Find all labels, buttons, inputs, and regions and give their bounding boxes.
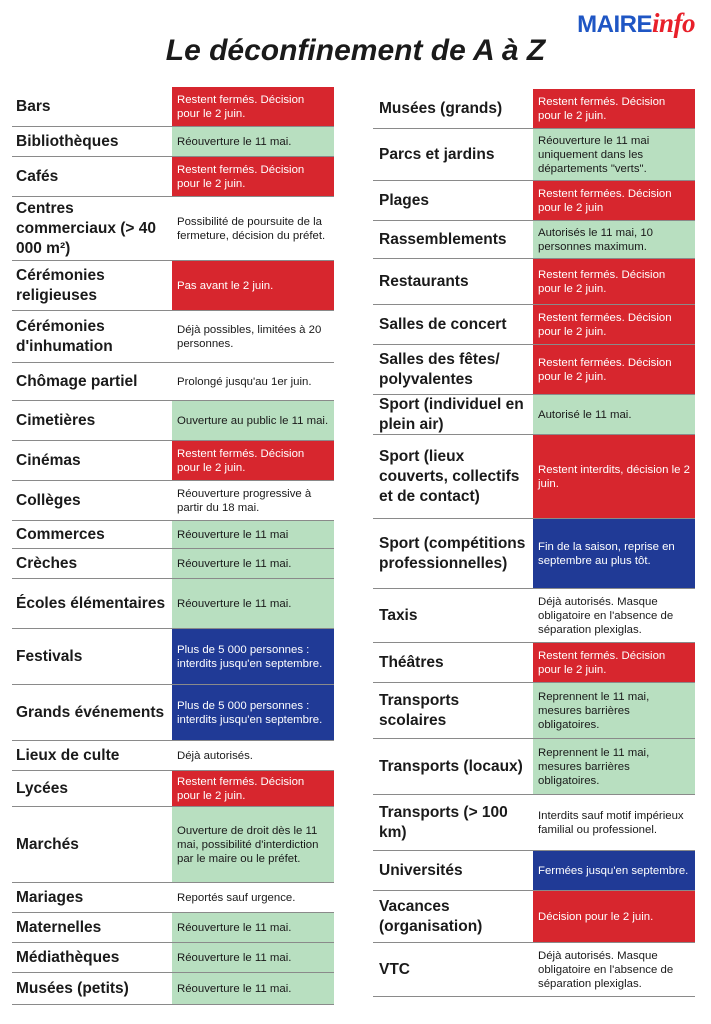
category-label: Collèges (16, 491, 81, 509)
status-cell (172, 883, 334, 912)
status-text: Réouverture le 11 mai. (177, 135, 292, 148)
status-cell (533, 129, 695, 180)
category-label: Centres commerciaux (> 40 000 m²) (16, 199, 157, 257)
status-cell (533, 891, 695, 942)
status-text: Reprennent le 11 mai, mesures barrières obligatoires. (538, 690, 650, 731)
table-row (12, 87, 334, 127)
status-cell (533, 589, 695, 642)
table-row (12, 197, 334, 261)
table-row (373, 345, 695, 395)
category-label: Rassemblements (379, 230, 507, 248)
status-text: Déjà possibles, limitées à 20 personnes. (177, 323, 322, 350)
status-text: Fin de la saison, reprise en septembre au plus tôt. (538, 540, 675, 567)
status-text: Réouverture progressive à partir du 18 mai. (177, 487, 312, 514)
table-row (373, 795, 695, 851)
status-text: Prolongé jusqu'au 1er juin. (177, 375, 312, 388)
status-text: Interdits sauf motif impérieux familial ou professionel. (538, 809, 684, 836)
status-text: Plus de 5 000 personnes : interdits jusqu'en septembre. (177, 699, 323, 726)
category-label: Vacances (organisation) (379, 897, 483, 935)
table-row (12, 363, 334, 401)
table-row (373, 683, 695, 739)
status-cell (172, 441, 334, 480)
status-text: Réouverture le 11 mai uniquement dans les départements "verts". (538, 134, 650, 175)
status-cell (533, 181, 695, 220)
status-cell (533, 739, 695, 794)
category-label: Transports (locaux) (379, 757, 523, 775)
status-cell (172, 363, 334, 400)
table-row (12, 685, 334, 741)
table-row (373, 395, 695, 435)
status-text: Ouverture de droit dès le 11 mai, possibilité d'interdiction par le maire ou le préfet. (177, 824, 319, 865)
status-text: Fermées jusqu'en septembre. (538, 864, 689, 877)
category-label: Restaurants (379, 272, 469, 290)
status-text: Autorisés le 11 mai, 10 personnes maximum. (538, 226, 654, 253)
table-row (373, 519, 695, 589)
status-text: Restent fermés. Décision pour le 2 juin. (177, 775, 305, 802)
table-row (12, 549, 334, 579)
status-text: Restent fermés. Décision pour le 2 juin. (177, 163, 305, 190)
category-label: Musées (petits) (16, 979, 129, 997)
status-text: Réouverture le 11 mai. (177, 597, 292, 610)
table-row (373, 181, 695, 221)
category-label: Sport (compétitions professionnelles) (379, 534, 526, 572)
category-label: Chômage partiel (16, 372, 138, 390)
status-text: Pas avant le 2 juin. (177, 279, 274, 292)
table-row (12, 521, 334, 549)
category-label: Salles des fêtes/ polyvalentes (379, 350, 500, 388)
status-cell (533, 259, 695, 304)
table-row (373, 435, 695, 519)
status-text: Restent interdits, décision le 2 juin. (538, 463, 690, 490)
category-label: Cinémas (16, 451, 81, 469)
status-cell (172, 741, 334, 770)
status-cell (172, 579, 334, 628)
status-cell (533, 943, 695, 996)
category-label: Cafés (16, 167, 59, 185)
status-cell (172, 481, 334, 520)
category-label: Sport (lieux couverts, collectifs et de contact) (379, 447, 520, 505)
status-text: Réouverture le 11 mai. (177, 951, 292, 964)
status-text: Ouverture au public le 11 mai. (177, 414, 329, 427)
table-row (373, 129, 695, 181)
table-row (12, 441, 334, 481)
category-label: Transports (> 100 km) (379, 803, 508, 841)
right-column (373, 89, 695, 997)
table-row (12, 261, 334, 311)
status-text: Réouverture le 11 mai. (177, 557, 292, 570)
left-column (12, 87, 334, 1005)
status-text: Plus de 5 000 personnes : interdits jusqu'en septembre. (177, 643, 323, 670)
category-label: Théâtres (379, 653, 444, 671)
category-label: Cimetières (16, 411, 96, 429)
category-label: Bibliothèques (16, 132, 119, 150)
status-cell (172, 127, 334, 156)
table-row (12, 401, 334, 441)
table-row (12, 807, 334, 883)
category-label: Commerces (16, 525, 105, 543)
category-label: Lieux de culte (16, 746, 120, 764)
category-label: Cérémonies d'inhumation (16, 317, 113, 355)
category-label: Maternelles (16, 918, 102, 936)
status-text: Restent fermés. Décision pour le 2 juin. (538, 95, 666, 122)
table-row (12, 629, 334, 685)
status-cell (533, 519, 695, 588)
status-text: Restent fermées. Décision pour le 2 juin. (538, 356, 672, 383)
table-row (373, 943, 695, 997)
table-row (373, 259, 695, 305)
status-cell (533, 435, 695, 518)
status-text: Déjà autorisés. Masque obligatoire en l'absence de séparation plexiglas. (538, 595, 674, 636)
category-label: Marchés (16, 835, 79, 853)
category-label: Cérémonies religieuses (16, 266, 105, 304)
status-text: Restent fermées. Décision pour le 2 juin. (538, 311, 672, 338)
category-label: Taxis (379, 606, 418, 624)
table-row (373, 305, 695, 345)
table-row (12, 127, 334, 157)
status-cell (172, 629, 334, 684)
status-cell (172, 521, 334, 548)
status-cell (533, 345, 695, 394)
status-cell (172, 401, 334, 440)
table-row (373, 221, 695, 259)
status-text: Reprennent le 11 mai, mesures barrières obligatoires. (538, 746, 650, 787)
category-label: Médiathèques (16, 948, 120, 966)
status-cell (172, 943, 334, 972)
status-cell (172, 913, 334, 942)
category-label: Plages (379, 191, 429, 209)
status-text: Restent fermés. Décision pour le 2 juin. (177, 447, 305, 474)
status-cell (172, 261, 334, 310)
category-label: Transports scolaires (379, 691, 460, 729)
logo-text-info: info (651, 8, 695, 38)
status-text: Reportés sauf urgence. (177, 891, 296, 904)
status-text: Réouverture le 11 mai (177, 528, 289, 541)
table-row (12, 973, 334, 1005)
table-row (373, 643, 695, 683)
status-text: Déjà autorisés. (177, 749, 253, 762)
table-row (373, 739, 695, 795)
category-label: Mariages (16, 888, 84, 906)
status-cell (533, 89, 695, 128)
status-text: Autorisé le 11 mai. (538, 408, 632, 421)
status-text: Réouverture le 11 mai. (177, 982, 292, 995)
status-cell (533, 305, 695, 344)
status-cell (172, 197, 334, 260)
table-row (373, 851, 695, 891)
status-cell (172, 549, 334, 578)
category-label: VTC (379, 960, 410, 978)
category-label: Bars (16, 97, 51, 115)
status-text: Déjà autorisés. Masque obligatoire en l'absence de séparation plexiglas. (538, 949, 674, 990)
status-cell (172, 87, 334, 126)
status-cell (172, 771, 334, 806)
status-text: Restent fermés. Décision pour le 2 juin. (177, 93, 305, 120)
status-cell (533, 221, 695, 258)
status-text: Possibilité de poursuite de la fermeture, décision du préfet. (177, 215, 326, 242)
status-cell (533, 851, 695, 890)
status-cell (172, 807, 334, 882)
category-label: Salles de concert (379, 315, 507, 333)
table-row (12, 311, 334, 363)
category-label: Festivals (16, 647, 83, 665)
category-label: Crèches (16, 554, 78, 572)
table-row (12, 481, 334, 521)
table-row (12, 913, 334, 943)
table-row (373, 891, 695, 943)
status-cell (172, 685, 334, 740)
table-row (12, 771, 334, 807)
status-cell (533, 395, 695, 434)
status-cell (172, 973, 334, 1004)
table-row (12, 157, 334, 197)
category-label: Parcs et jardins (379, 145, 495, 163)
logo-text-maire: MAIRE (577, 11, 652, 38)
status-cell (533, 795, 695, 850)
table-row (12, 741, 334, 771)
status-cell (172, 311, 334, 362)
status-text: Restent fermés. Décision pour le 2 juin. (538, 649, 666, 676)
table-row (373, 589, 695, 643)
status-cell (533, 643, 695, 682)
category-label: Lycées (16, 779, 68, 797)
table-row (373, 89, 695, 129)
status-cell (172, 157, 334, 196)
category-label: Écoles élémentaires (16, 594, 166, 612)
status-text: Restent fermées. Décision pour le 2 juin (538, 187, 672, 214)
table-row (12, 943, 334, 973)
category-label: Sport (individuel en plein air) (379, 395, 524, 433)
status-cell (533, 683, 695, 738)
category-label: Musées (grands) (379, 99, 503, 117)
table-row (12, 883, 334, 913)
status-text: Décision pour le 2 juin. (538, 910, 654, 923)
table-row (12, 579, 334, 629)
category-label: Grands événements (16, 703, 165, 721)
status-text: Réouverture le 11 mai. (177, 921, 292, 934)
status-text: Restent fermés. Décision pour le 2 juin. (538, 268, 666, 295)
page-title: Le déconfinement de A à Z (165, 34, 546, 67)
category-label: Universités (379, 861, 463, 879)
